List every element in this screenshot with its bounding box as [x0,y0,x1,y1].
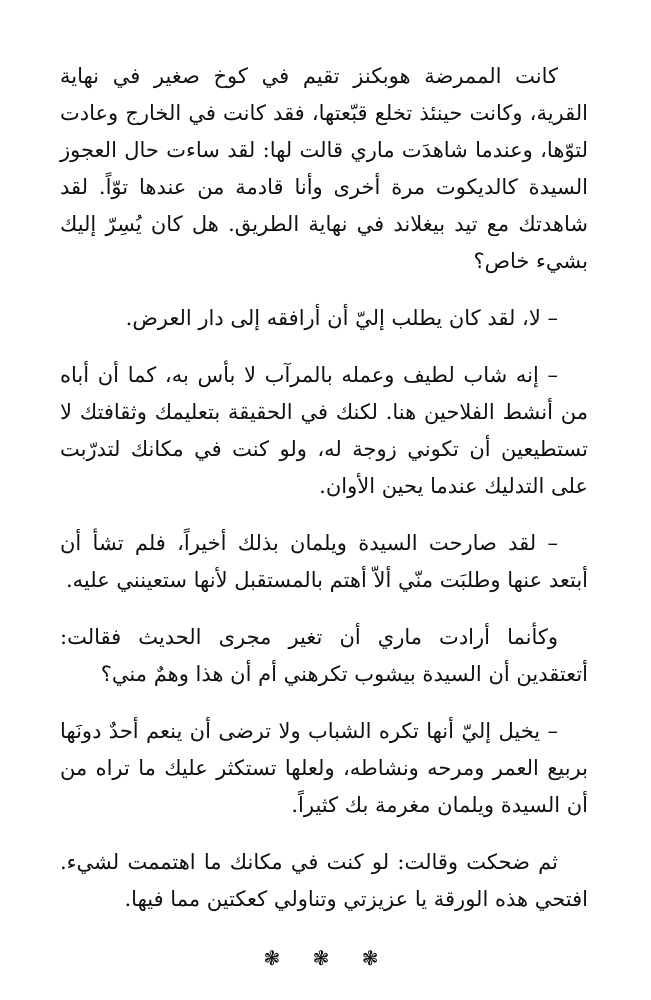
paragraph-2: – لا، لقد كان يطلب إليّ أن أرافقه إلى دار العرض. [125,306,558,330]
paragraph-5: وكأنما أرادت ماري أن تغير مجرى الحديث فقالت: أتعتقدين أن السيدة بيشوب تكرهني أم أن هذا وهمٌ مني؟ [60,625,588,686]
paragraph-1: كانت الممرضة هوبكنز تقيم في كوخ صغير في نهاية القرية، وكانت حينئذ تخلع قبّعتها، فقد كانت في الخارج وعادت لتوّها، وعندما شاهدَت ماري قالت لها: لقد ساءت حال العجوز السيدة كالديكوت مرة أخرى وأنا قادمة من عندها توّاً. لقد شاهدتك مع تيد بيغلاند في نهاية الطريق. هل كان يُسِرّ إليك بشيء خاص؟ [60,64,588,273]
paragraph-7: ثم ضحكت وقالت: لو كنت في مكانك ما اهتممت لشيء. افتحي هذه الورقة يا عزيزتي وتناولي كعكتين مما فيها. [60,850,588,911]
paragraph-3: – إنه شاب لطيف وعمله بالمرآب لا بأس به، كما أن أباه من أنشط الفلاحين هنا. لكنك في الحقيقة بتعليمك وثقافتك لا تستطيعين أن تكوني زوجة له، ولو كنت في مكانك لتدرّبت على التدليك عندما يحين الأوان. [60,363,588,498]
section-separator: ❃ ❃ ❃ [263,946,385,970]
paragraph-4: – لقد صارحت السيدة ويلمان بذلك أخيراً، فلم تشأ أن أبتعد عنها وطلبَت منّي ألاّ أهتم بالمستقبل لأنها ستعينني عليه. [60,531,588,592]
paragraph-6: – يخيل إليّ أنها تكره الشباب ولا ترضى أن ينعم أحدٌ دونَها بربيع العمر ومرحه ونشاطه، ولعلها تستكثر عليك ما تراه من أن السيدة ويلمان مغرمة بك كثيراً. [60,719,588,817]
book-page [60,58,588,977]
